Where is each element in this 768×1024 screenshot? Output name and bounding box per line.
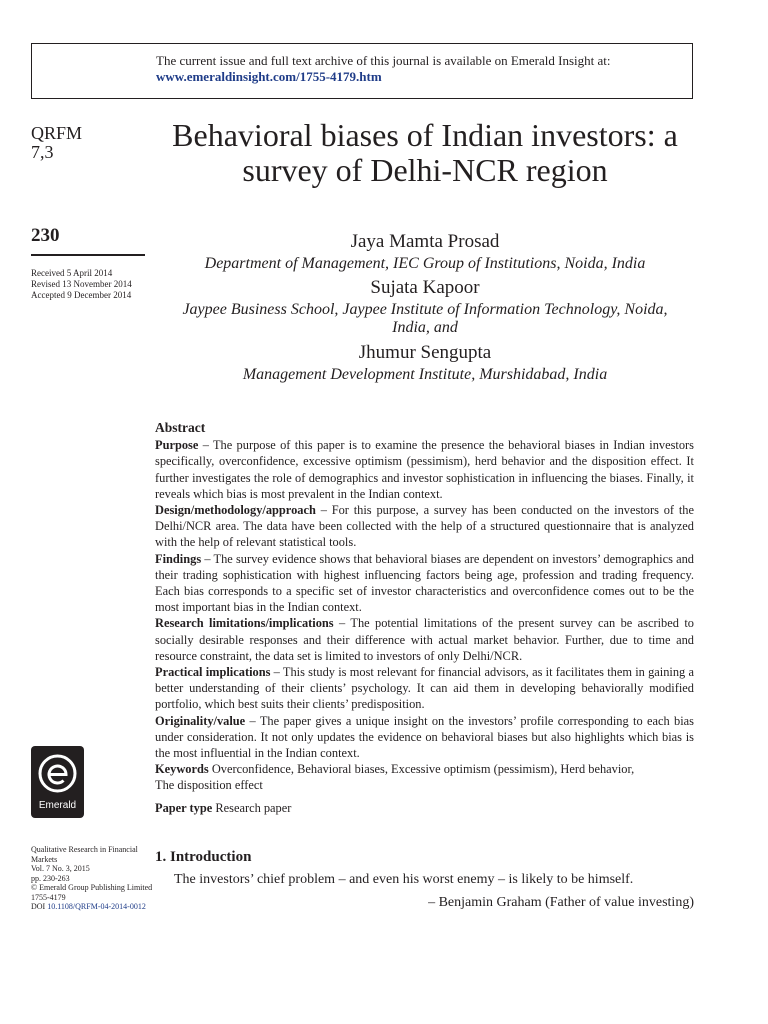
purpose-text: – The purpose of this paper is to examine the presence the behavioral biases in Indian investors specifically, overconfidence, excessive optimism (pessimism), herd behavior and the disposition effect. It further investigates the role of demographics and investor sophistication in influencing the biases. Finally, it reveals which bias is most prevalent in the Indian context.	[155, 438, 694, 501]
keywords-label: Keywords	[155, 762, 209, 777]
practical-text: – This study is most relevant for financial advisors, as it facilitates them in gaining a better understanding of their clients’ psychology. It can aid them in developing behaviorally modified portfolio, which best suits their clients’ predisposition.	[155, 665, 694, 712]
design-text: – For this purpose, a survey has been conducted on the investors of the Delhi/NCR area. The data have been collected with the help of a structured questionnaire that is analyzed with the help of relevant statistical tools.	[155, 503, 694, 550]
author-name: Jhumur Sengupta	[358, 342, 492, 363]
journal-code	[31, 124, 82, 162]
journal-name-line: Markets	[31, 854, 58, 864]
author-name: Sujata Kapoor	[370, 277, 480, 298]
journal-issn: 1755-4179	[31, 892, 66, 902]
notice-text: The current issue and full text archive of this journal is available on Emerald Insight at:	[156, 53, 611, 68]
journal-doi	[31, 902, 156, 912]
page-number: 230	[31, 225, 60, 246]
abstract-heading: Abstract	[155, 420, 206, 435]
originality-text: – The paper gives a unique insight on the investors’ profile corresponding to each bias under consideration. It not only updates the evidence on behavioral biases but also highlights which bias is the most influential in the Indian context.	[155, 713, 694, 761]
author-affiliation: Jaypee Business School, Jaypee Institute of Information Technology, Noida, India, and	[182, 301, 668, 336]
paper-type-label: Paper type	[155, 800, 213, 815]
author-affiliation: Department of Management, IEC Group of Institutions, Noida, India	[204, 255, 646, 272]
limitations-text: – The potential limitations of the present survey can be ascribed to socially desirable responses and their difference with actual market behavior. Further, due to time and resource constraint, the data set is limited to investors of only Delhi/NCR.	[155, 616, 694, 663]
journal-copyright: © Emerald Group Publishing Limited	[31, 883, 153, 892]
accepted-date: Accepted 9 December 2014	[31, 290, 132, 300]
keywords-line1: Overconfidence, Behavioral biases, Excessive optimism (pessimism), Herd behavior,	[211, 762, 635, 777]
journal-issue: Vol. 7 No. 3, 2015	[31, 864, 90, 873]
epigraph-attribution: – Benjamin Graham (Father of value investing)	[428, 895, 694, 910]
introduction-heading: 1. Introduction	[155, 849, 252, 865]
journal-info	[31, 845, 156, 912]
emerald-logo	[31, 746, 84, 818]
design-label: Design/methodology/approach	[155, 503, 316, 518]
journal-url-link[interactable]: www.emeraldinsight.com/1755-4179.htm	[156, 69, 382, 84]
findings-text: – The survey evidence shows that behavioral biases are dependent on investors’ demographics and their trading sophistication with highest influencing factors being age, profession and trading frequency. Each bias corresponds to a specific set of investor characteristics and overconfidence comes out to be the most important bias in the Indian context.	[155, 551, 694, 615]
emerald-e-icon	[37, 753, 78, 794]
abstract-findings	[155, 551, 694, 616]
practical-label: Practical implications	[155, 665, 271, 680]
abstract-practical	[155, 664, 694, 713]
journal-archive-notice	[31, 43, 693, 99]
abstract-paper-type	[155, 800, 694, 816]
journal-pages: pp. 230-263	[31, 873, 70, 883]
paper-type-value: Research paper	[215, 800, 292, 815]
journal-volume: 7,3	[31, 142, 54, 162]
journal-abbrev: QRFM	[31, 123, 83, 143]
keywords-line2: The disposition effect	[155, 778, 263, 793]
abstract-design	[155, 502, 694, 551]
journal-name-line: Qualitative Research in Financial	[31, 845, 138, 854]
doi-link[interactable]: 10.1108/QRFM-04-2014-0012	[47, 902, 146, 911]
originality-label: Originality/value	[155, 713, 246, 728]
abstract-originality	[155, 713, 694, 762]
limitations-label: Research limitations/implications	[155, 616, 334, 631]
epigraph-quote: The investors’ chief problem – and even his worst enemy – is likely to be himself.	[174, 872, 634, 887]
doi-label: DOI	[31, 902, 46, 911]
revised-date: Revised 13 November 2014	[31, 279, 132, 289]
findings-label: Findings	[155, 551, 202, 566]
author-affiliation: Management Development Institute, Murshidabad, India	[242, 366, 608, 383]
purpose-label: Purpose	[155, 438, 199, 453]
article-title: Behavioral biases of Indian investors: a survey of Delhi-NCR region	[172, 117, 678, 188]
abstract-keywords	[155, 761, 694, 793]
abstract-purpose	[155, 437, 694, 502]
submission-dates	[31, 268, 132, 301]
author-name: Jaya Mamta Prosad	[350, 231, 500, 252]
abstract-limitations	[155, 615, 694, 664]
abstract	[155, 420, 694, 816]
received-date: Received 5 April 2014	[31, 268, 113, 278]
emerald-logo-text: Emerald	[38, 800, 77, 811]
page-number-rule	[31, 254, 145, 256]
